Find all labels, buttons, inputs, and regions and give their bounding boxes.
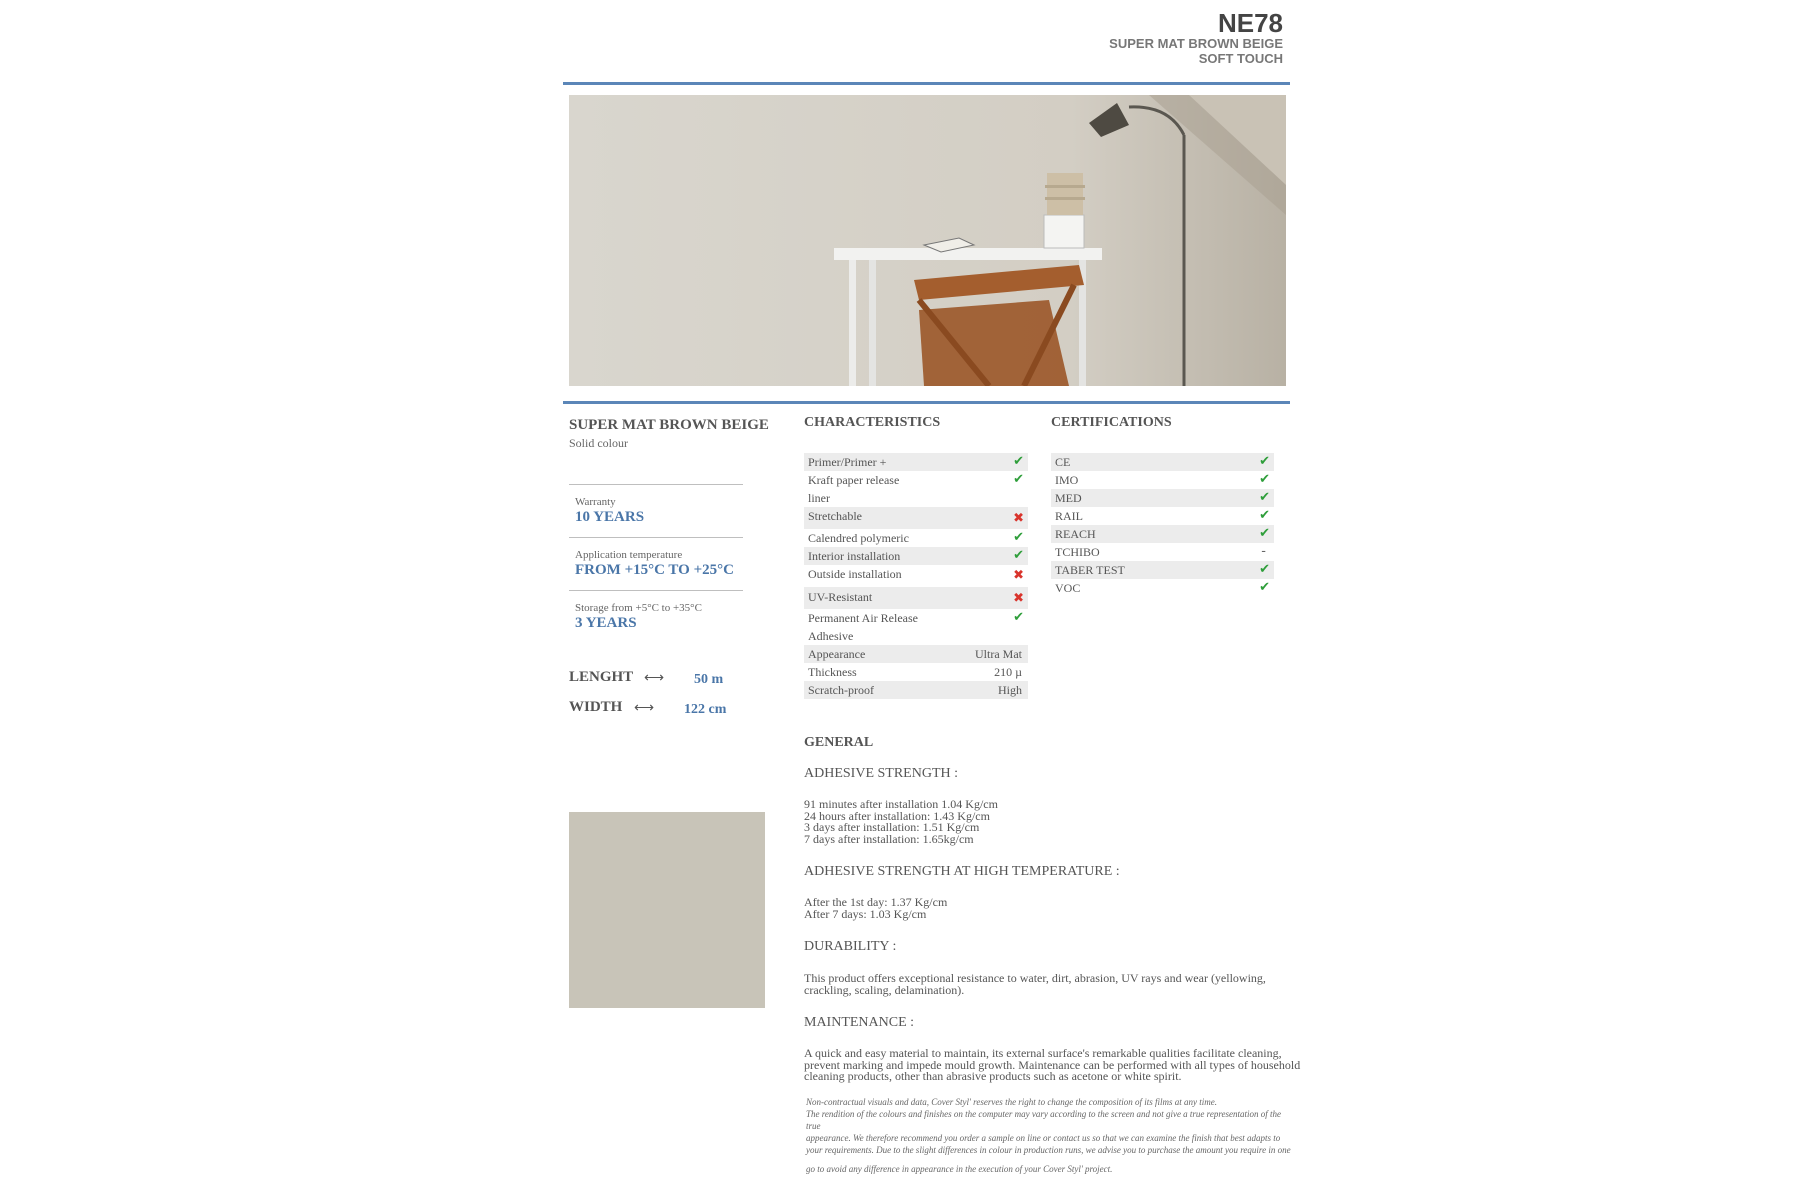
table-row: REACH ✔ bbox=[1051, 525, 1274, 543]
durability-text: This product offers exceptional resistance to water, dirt, abrasion, UV rays and wear (yellowing, crackling, scaling, delamination). bbox=[804, 971, 1266, 997]
durability-title: DURABILITY : bbox=[804, 939, 897, 954]
table-row: Kraft paper release ✔ bbox=[808, 472, 1024, 487]
cross-icon: ✖ bbox=[1013, 568, 1024, 583]
table-row: liner bbox=[808, 491, 830, 505]
width-value: 122 cm bbox=[684, 702, 727, 717]
dash-icon: - bbox=[1261, 544, 1266, 559]
table-row: Interior installation ✔ bbox=[804, 547, 1028, 565]
table-row: CE ✔ bbox=[1051, 453, 1274, 471]
check-icon: ✔ bbox=[1013, 530, 1024, 545]
general-title: GENERAL bbox=[804, 735, 874, 750]
adhesive-strength-text: 91 minutes after installation 1.04 Kg/cm 24 hours after installation: 1.43 Kg/cm 3 days after installation: 1.51 Kg/cm 7 days after installation: 1.65kg/cm bbox=[804, 797, 998, 846]
table-row: Adhesive bbox=[808, 629, 854, 643]
check-icon: ✔ bbox=[1259, 454, 1270, 469]
table-row: Permanent Air Release ✔ bbox=[808, 610, 1024, 625]
table-row: Primer/Primer + ✔ bbox=[804, 453, 1028, 471]
warranty-label: Warranty bbox=[575, 496, 616, 508]
table-row: MED ✔ bbox=[1051, 489, 1274, 507]
certifications-title: CERTIFICATIONS bbox=[1051, 415, 1172, 430]
table-row: VOC ✔ bbox=[1055, 580, 1270, 595]
product-code: NE78 bbox=[1217, 8, 1283, 38]
room-illustration bbox=[569, 95, 1286, 386]
table-row: Stretchable ✖ bbox=[804, 507, 1028, 529]
product-name: SUPER MAT BROWN BEIGE bbox=[569, 417, 769, 433]
adhesive-strength-title: ADHESIVE STRENGTH : bbox=[804, 766, 958, 781]
check-icon: ✔ bbox=[1013, 454, 1024, 469]
width-label: WIDTH bbox=[569, 699, 623, 715]
disclaimer-text: Non-contractual visuals and data, Cover Styl' reserves the right to change the composition of its films at any time. The rendition of the colours and finishes on the computer may vary according to the screen and not give a true representation of the true appearance. We therefore recommend you order a sample on line or contact us so that we can examine the finish that best adapts to your requirements. Due to the slight differences in colour in production runs, we advise you to purchase the amount you require in one go to avoid any difference in appearance in the execution of your Cover Styl' project. bbox=[806, 1097, 1291, 1174]
check-icon: ✔ bbox=[1259, 580, 1270, 595]
color-swatch bbox=[569, 812, 765, 1008]
separator bbox=[569, 590, 743, 591]
top-divider bbox=[563, 82, 1290, 85]
table-row: Outside installation ✖ bbox=[808, 567, 1024, 583]
check-icon: ✔ bbox=[1013, 610, 1024, 625]
table-row: RAIL ✔ bbox=[1055, 508, 1270, 523]
product-photo bbox=[569, 95, 1286, 386]
separator bbox=[569, 484, 743, 485]
characteristics-table bbox=[804, 453, 1028, 699]
check-icon: ✔ bbox=[1259, 490, 1270, 505]
check-icon: ✔ bbox=[1259, 472, 1270, 487]
product-header-line2: SOFT TOUCH bbox=[1198, 51, 1283, 66]
table-row: Appearance Ultra Mat bbox=[804, 645, 1028, 663]
high-temperature-text: After the 1st day: 1.37 Kg/cm After 7 days: 1.03 Kg/cm bbox=[804, 895, 948, 921]
table-row: TCHIBO - bbox=[1055, 544, 1266, 559]
check-icon: ✔ bbox=[1259, 562, 1270, 577]
temperature-value: FROM +15°C TO +25°C bbox=[575, 562, 734, 578]
maintenance-title: MAINTENANCE : bbox=[804, 1015, 915, 1030]
length-label: LENGHT bbox=[569, 669, 634, 685]
warranty-value: 10 YEARS bbox=[575, 509, 645, 525]
table-row: Thickness 210 µ bbox=[808, 665, 1022, 679]
table-row: IMO ✔ bbox=[1055, 472, 1270, 487]
check-icon: ✔ bbox=[1259, 526, 1270, 541]
cross-icon: ✖ bbox=[1013, 511, 1024, 526]
product-subtitle: Solid colour bbox=[569, 436, 628, 450]
separator bbox=[569, 537, 743, 538]
table-row: Calendred polymeric ✔ bbox=[808, 530, 1024, 545]
middle-divider bbox=[563, 401, 1290, 404]
length-value: 50 m bbox=[694, 672, 724, 687]
table-row: TABER TEST ✔ bbox=[1051, 561, 1274, 579]
temperature-label: Application temperature bbox=[575, 549, 683, 561]
certifications-table bbox=[1051, 453, 1274, 597]
maintenance-text: A quick and easy material to maintain, its external surface's remarkable qualities facilitate cleaning, prevent marking and impede mould growth. Maintenance can be performed with all types of household cleaning products, other than abrasive products such as acetone or white spirit. bbox=[804, 1046, 1301, 1083]
table-row: Scratch-proof High bbox=[804, 681, 1028, 699]
high-temperature-title: ADHESIVE STRENGTH AT HIGH TEMPERATURE : bbox=[804, 864, 1120, 879]
storage-value: 3 YEARS bbox=[575, 615, 637, 631]
check-icon: ✔ bbox=[1013, 548, 1024, 563]
length-arrow-icon: ⟷ bbox=[644, 671, 665, 686]
width-arrow-icon: ⟷ bbox=[634, 701, 655, 716]
check-icon: ✔ bbox=[1013, 472, 1024, 487]
table-row: UV-Resistant ✖ bbox=[804, 587, 1028, 609]
cross-icon: ✖ bbox=[1013, 591, 1024, 606]
product-header-line1: SUPER MAT BROWN BEIGE bbox=[1109, 36, 1283, 51]
storage-label: Storage from +5°C to +35°C bbox=[575, 602, 702, 614]
characteristics-title: CHARACTERISTICS bbox=[804, 415, 941, 430]
check-icon: ✔ bbox=[1259, 508, 1270, 523]
